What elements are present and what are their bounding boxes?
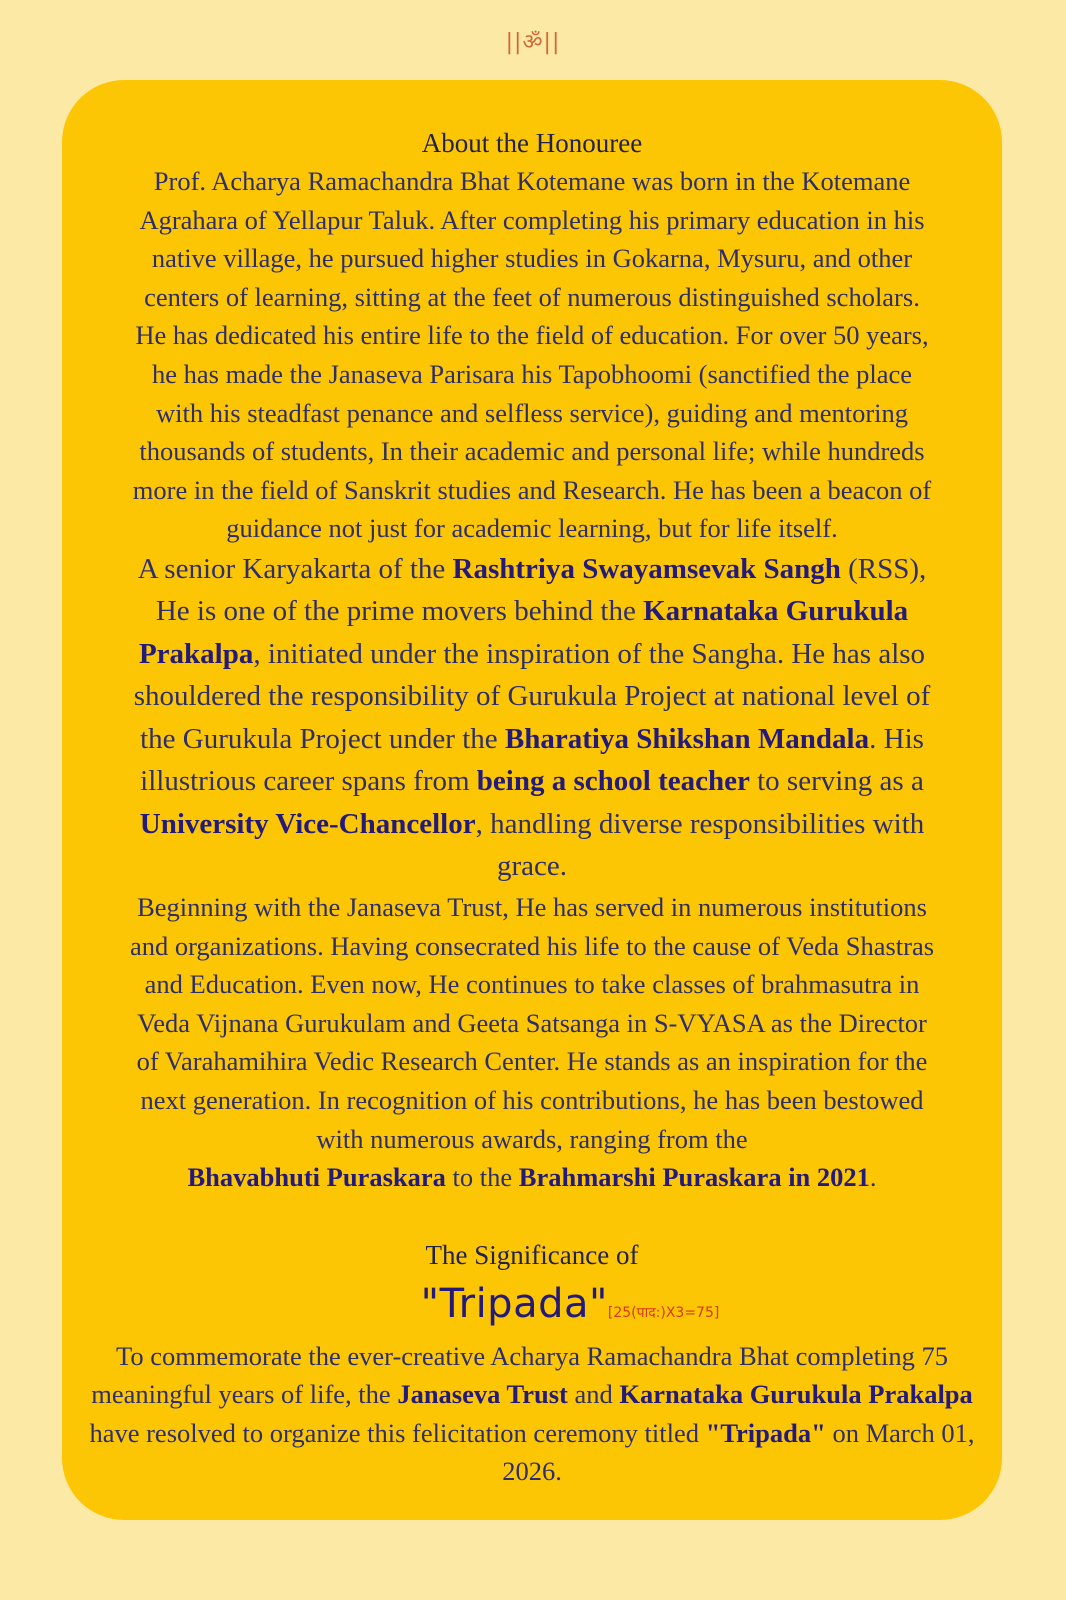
text-line: and Education. Even now, He continues to take classes of brahmasutra in — [144, 969, 920, 1000]
text-run: to the — [445, 1162, 519, 1193]
text-line: native village, he pursued higher studies in Gokarna, Mysuru, and other — [151, 243, 913, 274]
text-line: guidance not just for academic learning, but for life itself. — [226, 513, 838, 544]
award-bhavabhuti: Bhavabhuti Puraskara — [187, 1162, 446, 1193]
significance-paragraph — [68, 1337, 996, 1491]
text-run: A senior Karyakarta of the — [137, 552, 453, 585]
text-run: (RSS), He is one of the prime movers behind the — [155, 552, 927, 628]
text-line: He has dedicated his entire life to the field of education. For over 50 years, — [135, 320, 929, 351]
text-run: have resolved to organize this felicitation ceremony titled — [89, 1417, 706, 1448]
text-line: Veda Vijnana Gurukulam and Geeta Satsanga in S-VYASA as the Director — [137, 1007, 927, 1038]
text-line — [68, 1158, 996, 1197]
text-run: , initiated under the inspiration of the Sangha. He has also shouldered the responsibility of Gurukula Project at national level of the Gurukula Project under the — [133, 637, 931, 755]
text-run: to serving as a — [749, 765, 924, 798]
text-run: , handling diverse responsibilities with grace. — [475, 807, 925, 883]
text-run: . — [869, 1162, 877, 1193]
about-paragraph-1 — [68, 162, 996, 548]
org-name-kgp: Karnataka Gurukula Prakalpa — [619, 1379, 973, 1410]
content-card — [62, 80, 1002, 1520]
award-brahmarshi: Brahmarshi Puraskara in 2021 — [518, 1162, 870, 1193]
career-start: being a school teacher — [476, 765, 750, 798]
text-line: with numerous awards, ranging from the — [316, 1123, 748, 1154]
text-line: next generation. In recognition of his contributions, he has been bestowed — [140, 1084, 924, 1115]
tripada-title-wrap — [421, 1281, 720, 1327]
tripada-title-line — [68, 1281, 996, 1337]
text-line: centers of learning, sitting at the feet of numerous distinguished scholars. — [144, 281, 920, 312]
text-run: on March 01, 2026. — [502, 1417, 975, 1487]
text-line: Prof. Acharya Ramachandra Bhat Kotemane was born in the Kotemane — [153, 166, 911, 196]
text-line: thousands of students, In their academic and personal life; while hundreds — [139, 436, 925, 467]
text-run: To commemorate the ever-creative Acharya Ramachandra Bhat completing 75 meaningful years of life, the — [91, 1340, 948, 1410]
org-name-bsm: Bharatiya Shikshan Mandala — [504, 722, 870, 755]
text-line: Beginning with the Janaseva Trust, He has served in numerous institutions — [137, 891, 927, 922]
text-line: more in the field of Sanskrit studies and Research. He has been a beacon of — [132, 474, 932, 505]
text-line: and organizations. Having consecrated his life to the cause of Veda Shastras — [129, 930, 935, 961]
text-run: and — [567, 1379, 620, 1410]
about-paragraph-3 — [68, 888, 996, 1197]
text-line: of Varahamihira Vedic Research Center. He stands as an inspiration for the — [136, 1046, 928, 1077]
spacer — [68, 1197, 996, 1235]
significance-heading: The Significance of — [425, 1239, 639, 1270]
org-name-kgp: Karnataka Gurukula Prakalpa — [138, 595, 909, 670]
text-line: Agrahara of Yellapur Taluk. After completing his primary education in his — [139, 204, 925, 235]
about-heading: About the Honouree — [421, 128, 643, 158]
text-line: with his steadfast penance and selfless service), guiding and mentoring — [155, 397, 909, 428]
tripada-note: [25(पाद:)X3=75] — [607, 1304, 720, 1321]
text-line: he has made the Janaseva Parisara his Tapobhoomi (sanctified the place — [152, 358, 912, 389]
event-name: "Tripada" — [705, 1417, 826, 1448]
about-paragraph-2 — [68, 548, 996, 888]
org-name-rss: Rashtriya Swayamsevak Sangh — [452, 552, 841, 585]
org-name-janaseva: Janaseva Trust — [397, 1379, 568, 1410]
career-peak: University Vice-Chancellor — [139, 807, 476, 840]
om-symbol: ||ॐ|| — [505, 30, 561, 55]
text-run: . His illustrious career spans from — [140, 722, 924, 798]
tripada-title: "Tripada" — [420, 1280, 608, 1327]
